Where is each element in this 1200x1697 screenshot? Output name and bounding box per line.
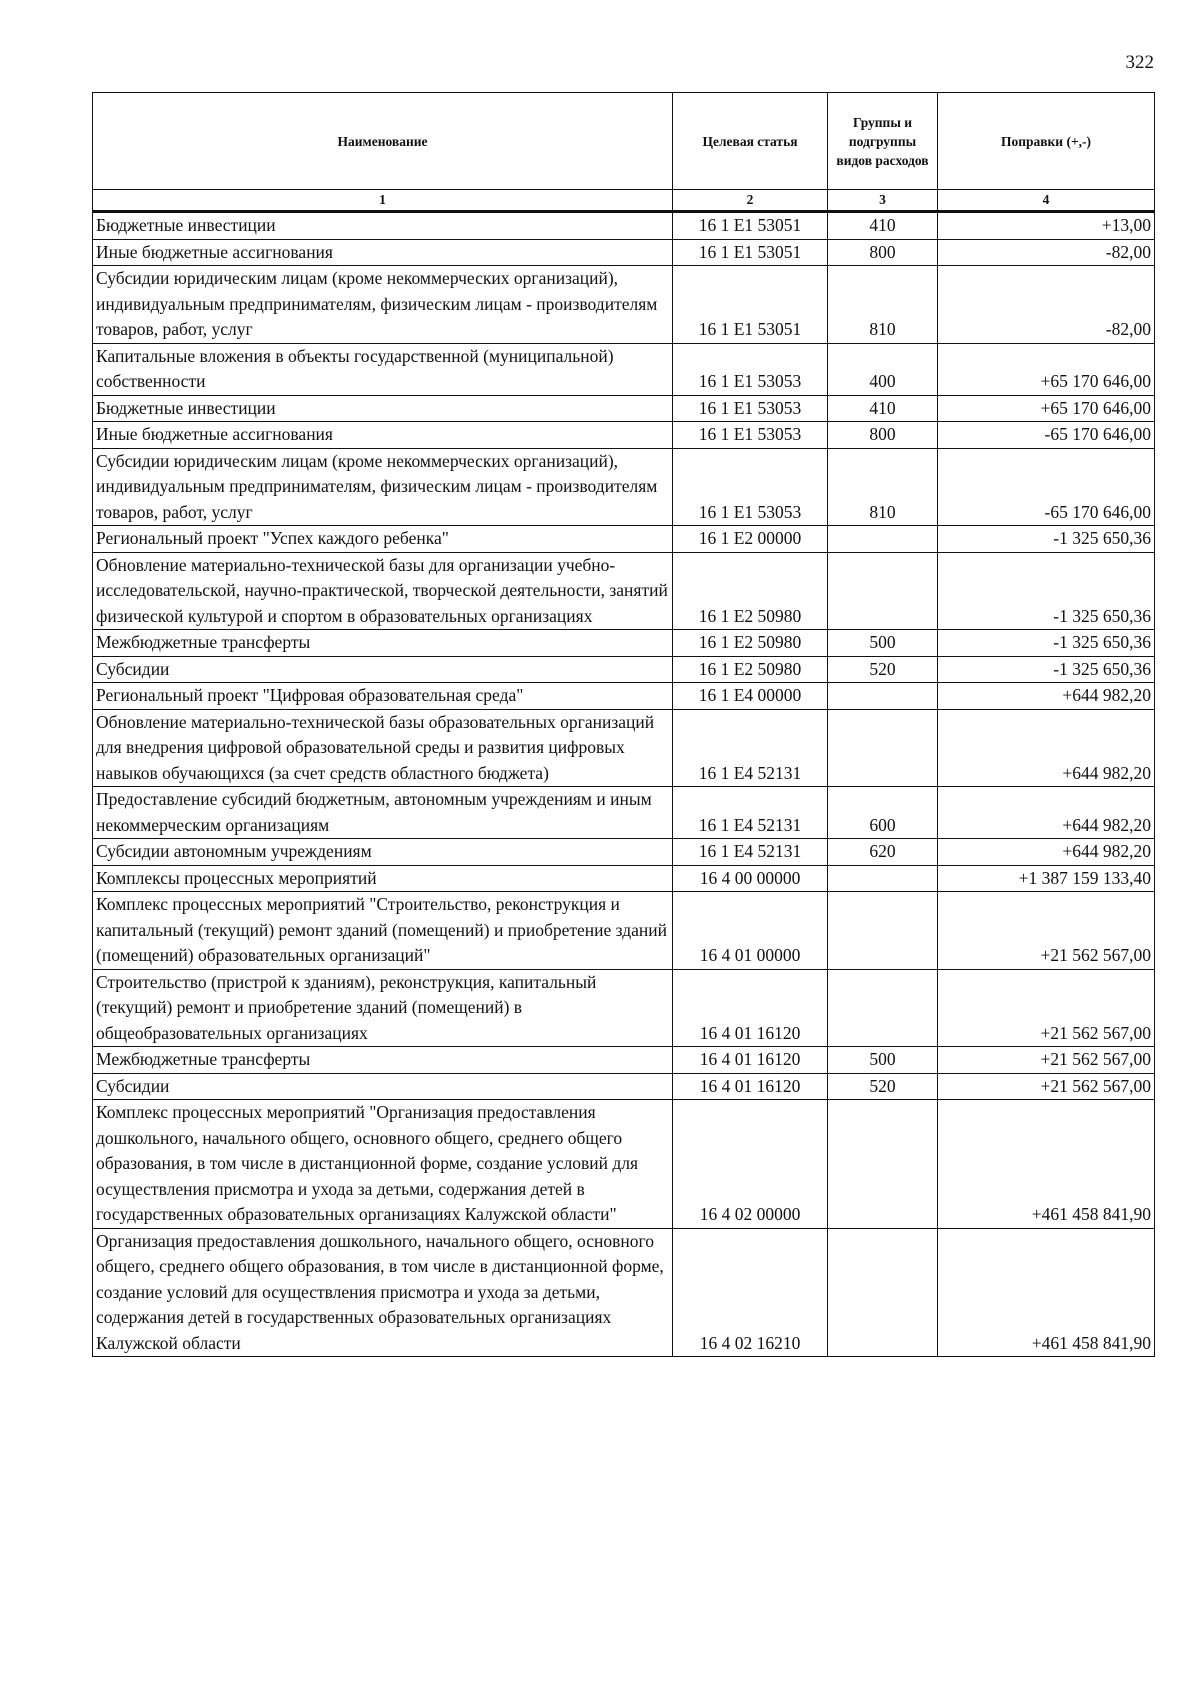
row-type-cell [828, 969, 938, 1047]
row-amount-cell: -1 325 650,36 [938, 552, 1155, 630]
table-row [93, 212, 1155, 240]
row-type-cell [828, 526, 938, 553]
row-amount-cell: +461 458 841,90 [938, 1100, 1155, 1229]
column-number: 1 [93, 190, 673, 212]
row-code-cell: 16 1 E4 52131 [673, 787, 828, 839]
row-type-cell [828, 892, 938, 970]
row-name-cell: Субсидии юридическим лицам (кроме некоммерческих организаций), индивидуальным предпринимателям, физическим лицам - производителям товаров, работ, услуг [93, 448, 673, 526]
row-code-cell: 16 1 E2 50980 [673, 630, 828, 657]
row-name-cell: Иные бюджетные ассигнования [93, 239, 673, 266]
table-row [93, 839, 1155, 866]
row-amount-cell: +21 562 567,00 [938, 1047, 1155, 1074]
row-type-cell: 600 [828, 787, 938, 839]
row-name-cell: Межбюджетные трансферты [93, 630, 673, 657]
row-code-cell: 16 4 01 16120 [673, 969, 828, 1047]
row-type-cell [828, 709, 938, 787]
row-code-cell: 16 1 E1 53051 [673, 266, 828, 344]
row-amount-cell: +65 170 646,00 [938, 395, 1155, 422]
row-type-cell: 410 [828, 212, 938, 240]
table-row [93, 1073, 1155, 1100]
row-code-cell: 16 4 01 16120 [673, 1073, 828, 1100]
row-name-cell: Организация предоставления дошкольного, начального общего, основного общего, среднего общего образования, в том числе в дистанционной форме, создание условий для осуществления присмотра и ухода за детьми, содержания детей в государственных образовательных организациях Калужской области [93, 1228, 673, 1357]
row-name-cell: Субсидии [93, 1073, 673, 1100]
row-type-cell [828, 683, 938, 710]
table-row [93, 709, 1155, 787]
row-amount-cell: -1 325 650,36 [938, 526, 1155, 553]
row-amount-cell: +13,00 [938, 212, 1155, 240]
row-name-cell: Региональный проект "Успех каждого ребенка" [93, 526, 673, 553]
row-code-cell: 16 1 E2 50980 [673, 552, 828, 630]
row-name-cell: Субсидии [93, 656, 673, 683]
table-row [93, 865, 1155, 892]
row-code-cell: 16 1 E1 53051 [673, 212, 828, 240]
row-type-cell: 500 [828, 630, 938, 657]
row-code-cell: 16 1 E1 53053 [673, 343, 828, 395]
row-amount-cell: -1 325 650,36 [938, 656, 1155, 683]
table-row [93, 630, 1155, 657]
row-amount-cell: +21 562 567,00 [938, 892, 1155, 970]
row-type-cell [828, 865, 938, 892]
row-name-cell: Обновление материально-технической базы для организации учебно-исследовательской, научно-практической, творческой деятельности, занятий физической культурой и спортом в образовательных организациях [93, 552, 673, 630]
table-row [93, 422, 1155, 449]
row-code-cell: 16 1 E4 00000 [673, 683, 828, 710]
table-row [93, 1228, 1155, 1357]
table-row [93, 1100, 1155, 1229]
row-type-cell: 410 [828, 395, 938, 422]
row-amount-cell: -65 170 646,00 [938, 448, 1155, 526]
table-row [93, 787, 1155, 839]
row-type-cell [828, 1228, 938, 1357]
row-code-cell: 16 1 E1 53053 [673, 422, 828, 449]
column-number-row [93, 190, 1155, 212]
table-row [93, 552, 1155, 630]
row-code-cell: 16 4 00 00000 [673, 865, 828, 892]
row-code-cell: 16 1 E4 52131 [673, 839, 828, 866]
row-type-cell: 620 [828, 839, 938, 866]
table-row [93, 1047, 1155, 1074]
row-name-cell: Межбюджетные трансферты [93, 1047, 673, 1074]
header-name: Наименование [93, 93, 673, 190]
row-name-cell: Бюджетные инвестиции [93, 395, 673, 422]
row-type-cell [828, 552, 938, 630]
row-name-cell: Иные бюджетные ассигнования [93, 422, 673, 449]
row-type-cell: 400 [828, 343, 938, 395]
table-body [93, 212, 1155, 1357]
table-row [93, 343, 1155, 395]
table-row [93, 892, 1155, 970]
row-code-cell: 16 1 E2 50980 [673, 656, 828, 683]
row-code-cell: 16 1 E2 00000 [673, 526, 828, 553]
row-amount-cell: +21 562 567,00 [938, 969, 1155, 1047]
row-type-cell: 810 [828, 266, 938, 344]
row-code-cell: 16 1 E1 53051 [673, 239, 828, 266]
column-number: 2 [673, 190, 828, 212]
page-number: 322 [1125, 52, 1154, 73]
row-name-cell: Субсидии автономным учреждениям [93, 839, 673, 866]
row-type-cell [828, 1100, 938, 1229]
row-amount-cell: -1 325 650,36 [938, 630, 1155, 657]
row-amount-cell: +21 562 567,00 [938, 1073, 1155, 1100]
header-code: Целевая статья [673, 93, 828, 190]
row-amount-cell: +65 170 646,00 [938, 343, 1155, 395]
row-name-cell: Региональный проект "Цифровая образовательная среда" [93, 683, 673, 710]
row-type-cell: 520 [828, 1073, 938, 1100]
row-code-cell: 16 4 02 00000 [673, 1100, 828, 1229]
row-type-cell: 810 [828, 448, 938, 526]
row-name-cell: Комплекс процессных мероприятий "Строительство, реконструкция и капитальный (текущий) ремонт зданий (помещений) и приобретение зданий (помещений) образовательных организаций" [93, 892, 673, 970]
row-code-cell: 16 1 E1 53053 [673, 448, 828, 526]
row-name-cell: Строительство (пристрой к зданиям), реконструкция, капитальный (текущий) ремонт и приобретение зданий (помещений) в общеобразовательных организациях [93, 969, 673, 1047]
budget-amendments-table [92, 92, 1155, 1357]
row-code-cell: 16 4 01 00000 [673, 892, 828, 970]
row-code-cell: 16 4 01 16120 [673, 1047, 828, 1074]
table-row [93, 683, 1155, 710]
table-row [93, 395, 1155, 422]
column-number: 4 [938, 190, 1155, 212]
table-row [93, 448, 1155, 526]
row-code-cell: 16 4 02 16210 [673, 1228, 828, 1357]
row-amount-cell: +644 982,20 [938, 787, 1155, 839]
row-amount-cell: +1 387 159 133,40 [938, 865, 1155, 892]
row-code-cell: 16 1 E1 53053 [673, 395, 828, 422]
row-amount-cell: +644 982,20 [938, 709, 1155, 787]
header-type: Группы и подгруппы видов расходов [828, 93, 938, 190]
row-type-cell: 520 [828, 656, 938, 683]
row-type-cell: 800 [828, 239, 938, 266]
row-amount-cell: -82,00 [938, 266, 1155, 344]
table-row [93, 526, 1155, 553]
row-amount-cell: +644 982,20 [938, 683, 1155, 710]
row-name-cell: Комплексы процессных мероприятий [93, 865, 673, 892]
row-amount-cell: -65 170 646,00 [938, 422, 1155, 449]
table-header-row [93, 93, 1155, 190]
table-row [93, 266, 1155, 344]
row-type-cell: 800 [828, 422, 938, 449]
row-code-cell: 16 1 E4 52131 [673, 709, 828, 787]
row-amount-cell: -82,00 [938, 239, 1155, 266]
row-name-cell: Бюджетные инвестиции [93, 212, 673, 240]
row-name-cell: Предоставление субсидий бюджетным, автономным учреждениям и иным некоммерческим организациям [93, 787, 673, 839]
row-name-cell: Комплекс процессных мероприятий "Организация предоставления дошкольного, начального общего, основного общего, среднего общего образования, в том числе в дистанционной форме, создание условий для осуществления присмотра и ухода за детьми, содержания детей в государственных образовательных организациях Калужской области" [93, 1100, 673, 1229]
table-row [93, 239, 1155, 266]
row-name-cell: Субсидии юридическим лицам (кроме некоммерческих организаций), индивидуальным предпринимателям, физическим лицам - производителям товаров, работ, услуг [93, 266, 673, 344]
table-row [93, 656, 1155, 683]
row-amount-cell: +461 458 841,90 [938, 1228, 1155, 1357]
column-number: 3 [828, 190, 938, 212]
row-name-cell: Обновление материально-технической базы образовательных организаций для внедрения цифровой образовательной среды и развития цифровых навыков обучающихся (за счет средств областного бюджета) [93, 709, 673, 787]
row-type-cell: 500 [828, 1047, 938, 1074]
row-amount-cell: +644 982,20 [938, 839, 1155, 866]
header-amount: Поправки (+,-) [938, 93, 1155, 190]
row-name-cell: Капитальные вложения в объекты государственной (муниципальной) собственности [93, 343, 673, 395]
table-row [93, 969, 1155, 1047]
